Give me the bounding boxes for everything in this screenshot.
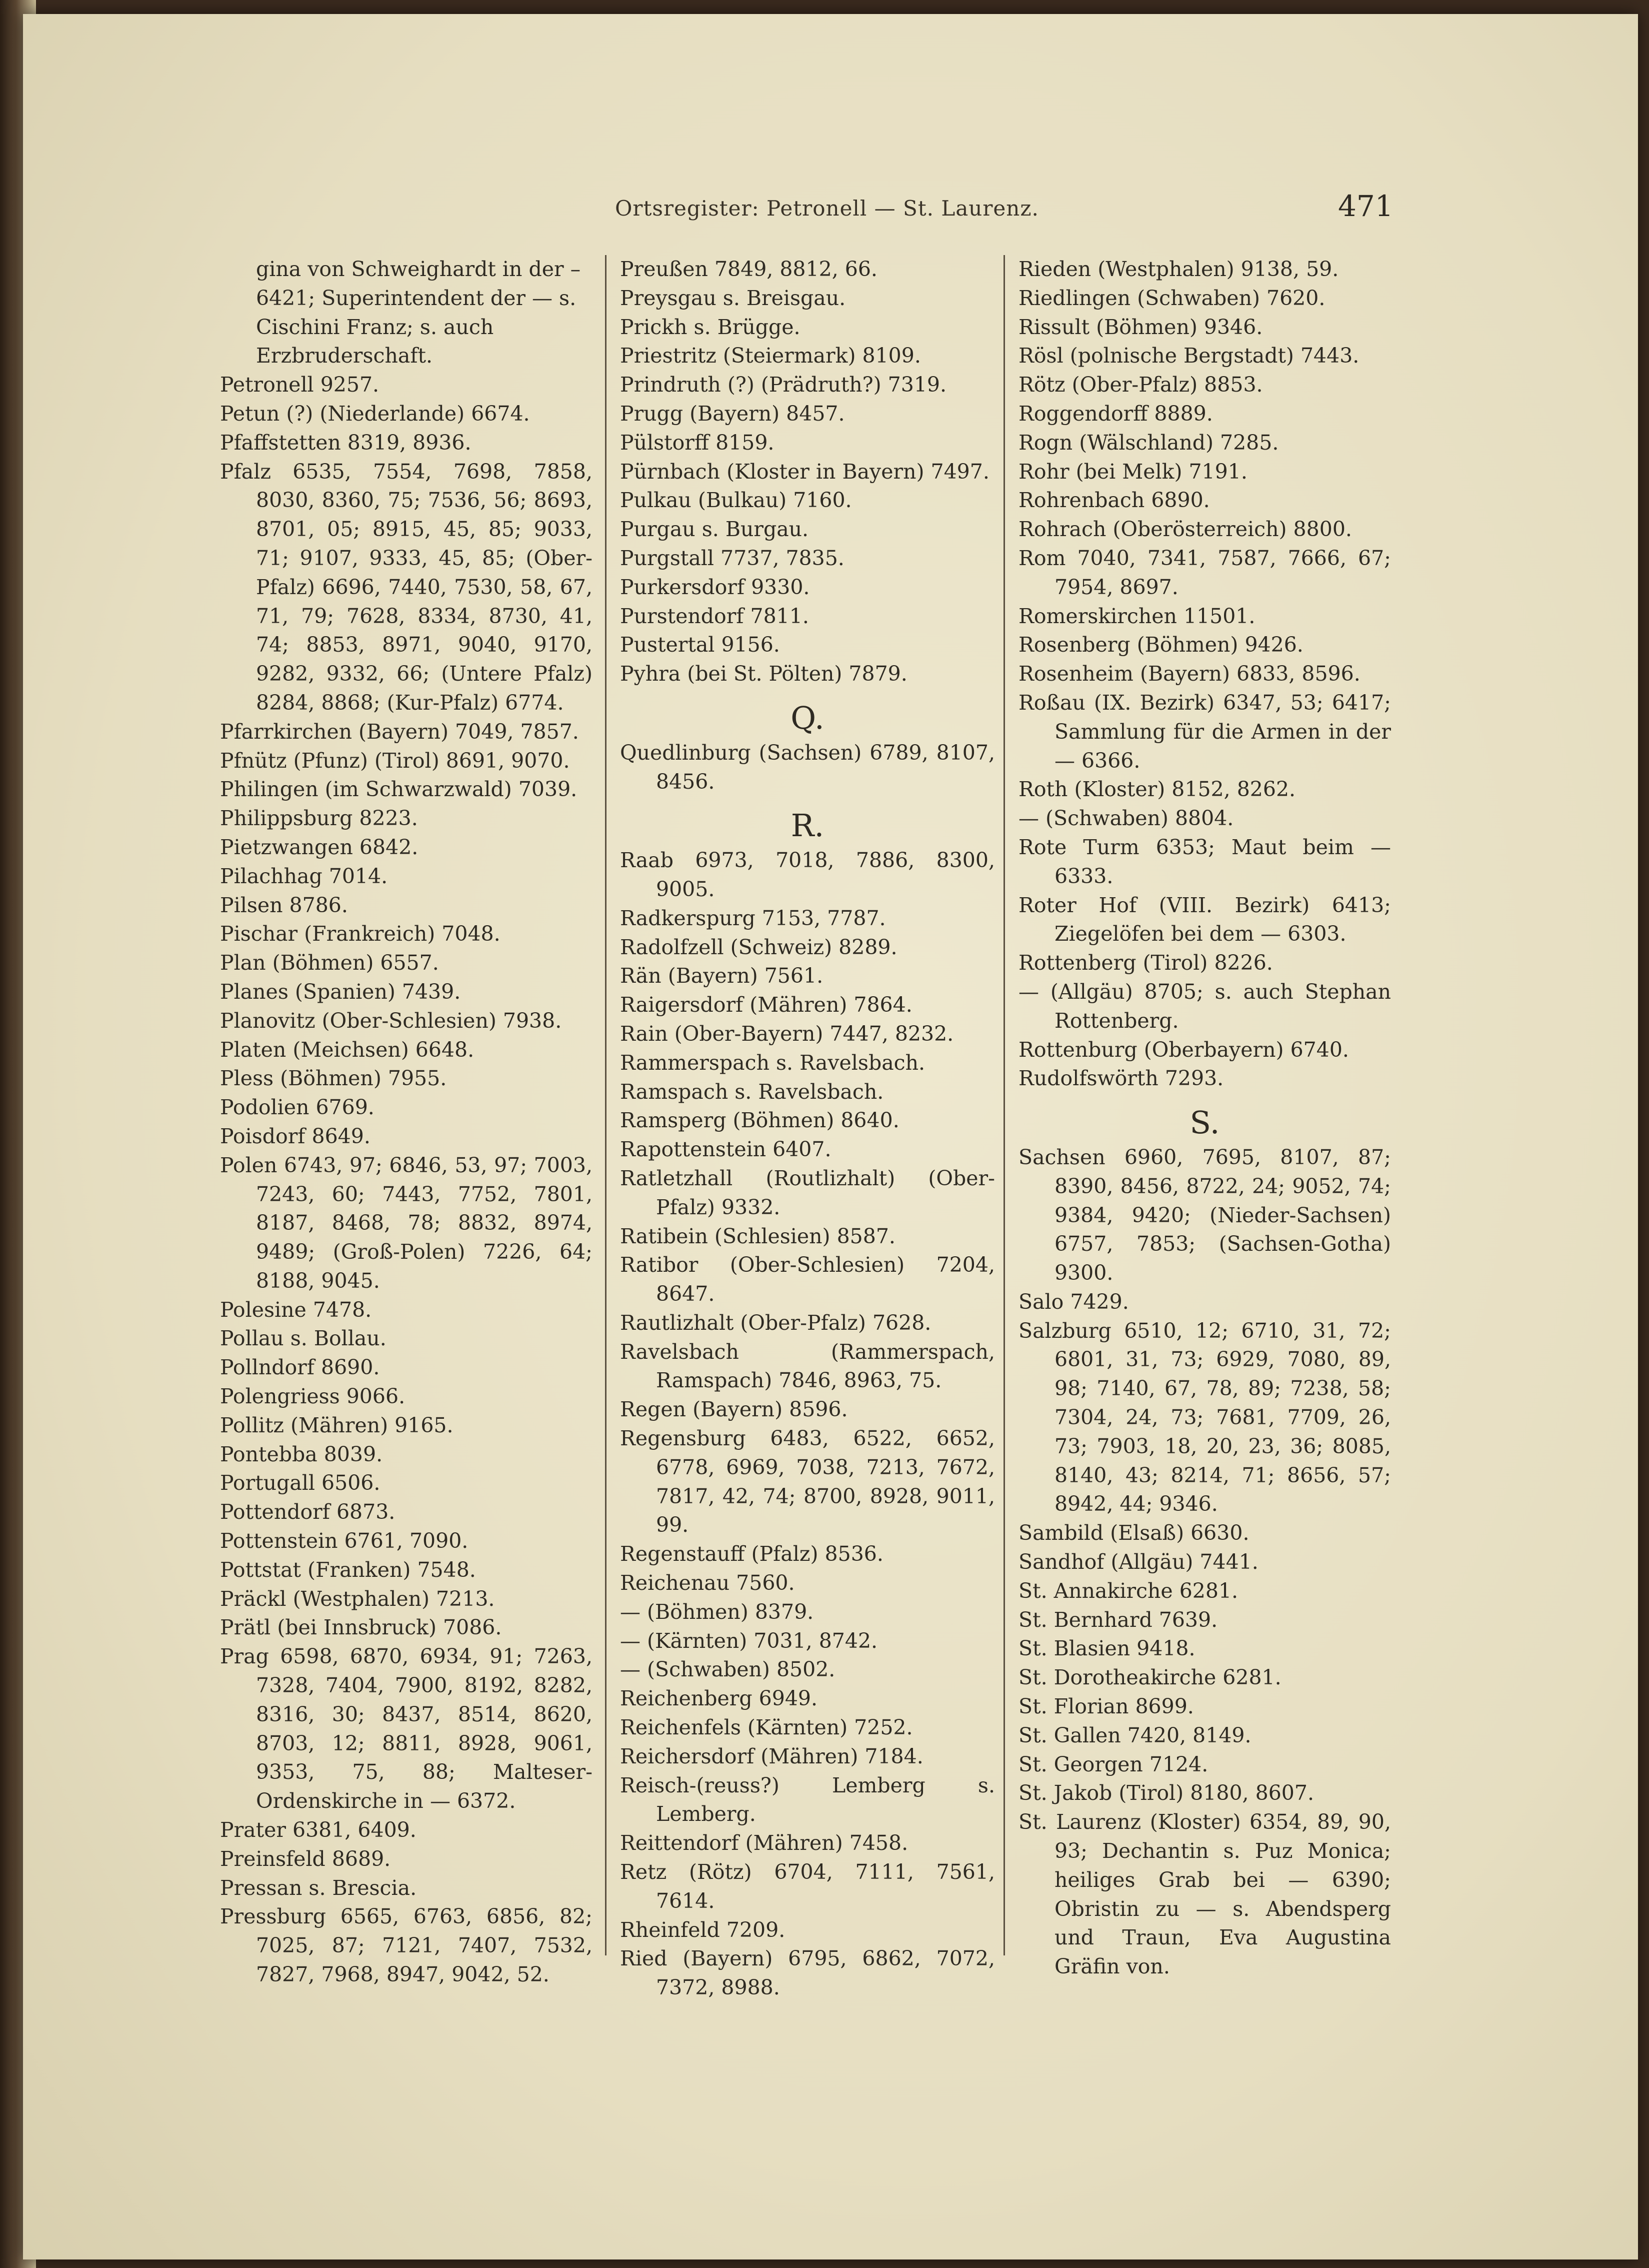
index-entry: Philingen (im Schwarzwald) 7039. xyxy=(220,777,578,802)
index-entry: Rheinfeld 7209. xyxy=(620,1917,786,1942)
section-letter: S. xyxy=(1190,1104,1220,1141)
index-entry: Pottendorf 6873. xyxy=(220,1500,396,1524)
index-entry: Purkersdorf 9330. xyxy=(620,575,810,599)
index-entry: Riedlingen (Schwaben) 7620. xyxy=(1018,286,1326,310)
index-entry: Rudolfswörth 7293. xyxy=(1018,1066,1224,1091)
index-entry: St. Dorotheakirche 6281. xyxy=(1018,1665,1282,1690)
index-entry: Pontebba 8039. xyxy=(220,1442,383,1466)
index-entry: Pollndorf 8690. xyxy=(220,1355,380,1380)
index-entry: — (Schwaben) 8804. xyxy=(1018,806,1234,831)
index-entry: Rötz (Ober-Pfalz) 8853. xyxy=(1018,373,1263,397)
index-entry: Rosenberg (Böhmen) 9426. xyxy=(1018,633,1304,657)
index-entry: Ramspach s. Ravelsbach. xyxy=(620,1079,884,1104)
index-entry: Pottstat (Franken) 7548. xyxy=(220,1557,476,1582)
index-entry: Rissult (Böhmen) 9346. xyxy=(1018,315,1263,339)
index-entry: Rohrenbach 6890. xyxy=(1018,488,1210,513)
index-entry: Raigersdorf (Mähren) 7864. xyxy=(620,993,912,1017)
index-entry: Reichenau 7560. xyxy=(620,1571,795,1595)
index-entry: Pollitz (Mähren) 9165. xyxy=(220,1413,454,1437)
index-entry: Roßau (IX. Bezirk) 6347, 53; 6417; Sammlung für die Armen in der — 6366. xyxy=(1018,690,1391,773)
index-entry: Rain (Ober-Bayern) 7447, 8232. xyxy=(620,1021,954,1046)
index-entry: Polen 6743, 97; 6846, 53, 97; 7003, 7243, 60; 7443, 7752, 7801, 8187, 8468, 78; 8832, 8974, 9489; (Groß-Polen) 7226, 64; 8188, 9045. xyxy=(220,1153,592,1293)
index-entry: Platen (Meichsen) 6648. xyxy=(220,1037,474,1062)
index-column-3 xyxy=(1018,255,1391,1981)
index-entry: Sachsen 6960, 7695, 8107, 87; 8390, 8456, 8722, 24; 9052, 74; 9384, 9420; (Nieder-Sachsen) 6757, 7853; (Sachsen-Gotha) 9300. xyxy=(1018,1145,1391,1285)
index-entry: Reichenfels (Kärnten) 7252. xyxy=(620,1715,913,1740)
index-entry: — (Kärnten) 7031, 8742. xyxy=(620,1628,878,1653)
index-entry: Rogn (Wälschland) 7285. xyxy=(1018,430,1279,455)
index-entry: Rote Turm 6353; Maut beim — 6333. xyxy=(1018,835,1391,888)
index-entry: Pressan s. Brescia. xyxy=(220,1875,417,1900)
index-entry: Reisch-(reuss?) Lemberg s. Lemberg. xyxy=(620,1773,995,1826)
index-entry: Rösl (polnische Bergstadt) 7443. xyxy=(1018,344,1360,368)
section-letter: Q. xyxy=(790,699,824,736)
index-entry: Philippsburg 8223. xyxy=(220,806,418,831)
index-entry: St. Annakirche 6281. xyxy=(1018,1578,1238,1603)
column-rule xyxy=(1004,255,1005,1955)
index-entry: Pless (Böhmen) 7955. xyxy=(220,1066,447,1091)
index-entry: Radkerspurg 7153, 7787. xyxy=(620,906,886,930)
index-entry: Rapottenstein 6407. xyxy=(620,1137,832,1162)
index-entry: Ried (Bayern) 6795, 6862, 7072, 7372, 8988. xyxy=(620,1946,995,2000)
page-number: 471 xyxy=(1338,189,1394,223)
index-entry: Pülstorff 8159. xyxy=(620,430,774,455)
index-entry: Planovitz (Ober-Schlesien) 7938. xyxy=(220,1008,562,1033)
index-entry: Pyhra (bei St. Pölten) 7879. xyxy=(620,662,908,686)
index-entry: Roggendorff 8889. xyxy=(1018,401,1213,426)
index-entry: Radolfzell (Schweiz) 8289. xyxy=(620,935,898,959)
index-entry: — (Allgäu) 8705; s. auch Stephan Rottenberg. xyxy=(1018,979,1391,1033)
index-entry: Pulkau (Bulkau) 7160. xyxy=(620,488,852,513)
index-entry: Prindruth (?) (Prädruth?) 7319. xyxy=(620,373,947,397)
index-entry: Pilachhag 7014. xyxy=(220,864,388,888)
index-entry: Preysgau s. Breisgau. xyxy=(620,286,846,310)
index-entry: Prater 6381, 6409. xyxy=(220,1818,416,1842)
index-entry: Präckl (Westphalen) 7213. xyxy=(220,1586,495,1611)
index-entry: Pfalz 6535, 7554, 7698, 7858, 8030, 8360, 75; 7536, 56; 8693, 8701, 05; 8915, 45, 85; 9033, 71; 9107, 9333, 45, 85; (Ober-Pfalz) 6696, 7440, 7530, 58, 67, 71, 79; 7628, 8334, 8730, 41, 74; 8853, 8971, 9040, 9170, 9282, 9332, 66; (Untere Pfalz) 8284, 8868; (Kur-Pfalz) 6774. xyxy=(220,459,592,715)
index-column-1 xyxy=(220,255,592,1989)
index-entry: Salzburg 6510, 12; 6710, 31, 72; 6801, 31, 73; 6929, 7080, 89, 98; 7140, 67, 78, 89; 7238, 58; 7304, 24, 73; 7681, 7709, 26, 73; 7903, 18, 20, 23, 36; 8085, 8140, 43; 8214, 71; 8656, 57; 8942, 44; 9346. xyxy=(1018,1318,1391,1516)
index-entry: Quedlinburg (Sachsen) 6789, 8107, 8456. xyxy=(620,740,995,794)
index-entry: Ratibein (Schlesien) 8587. xyxy=(620,1224,896,1248)
index-column-2 xyxy=(620,255,995,2002)
index-entry: Rottenberg (Tirol) 8226. xyxy=(1018,951,1273,975)
running-header xyxy=(0,189,1649,229)
index-entry: Petun (?) (Niederlande) 6674. xyxy=(220,401,530,426)
index-entry: St. Georgen 7124. xyxy=(1018,1752,1208,1776)
index-entry: Pietzwangen 6842. xyxy=(220,835,418,859)
index-entry: Pustertal 9156. xyxy=(620,633,780,657)
index-entry-continuation: gina von Schweighardt in der – 6421; Superintendent der — s. Cischini Franz; s. auch Erzbruderschaft. xyxy=(256,257,581,368)
index-entry: Rom 7040, 7341, 7587, 7666, 67; 7954, 8697. xyxy=(1018,546,1391,599)
index-entry: Rottenburg (Oberbayern) 6740. xyxy=(1018,1037,1349,1062)
index-entry: Reichersdorf (Mähren) 7184. xyxy=(620,1744,924,1768)
index-entry: Rieden (Westphalen) 9138, 59. xyxy=(1018,257,1339,281)
index-entry: Reichenberg 6949. xyxy=(620,1686,818,1711)
index-entry: Pfaffstetten 8319, 8936. xyxy=(220,430,472,455)
index-entry: Roth (Kloster) 8152, 8262. xyxy=(1018,777,1296,802)
index-entry: Prugg (Bayern) 8457. xyxy=(620,401,845,426)
index-entry: — (Böhmen) 8379. xyxy=(620,1599,814,1624)
index-entry: St. Florian 8699. xyxy=(1018,1694,1194,1719)
index-entry: Rautlizhalt (Ober-Pfalz) 7628. xyxy=(620,1310,932,1335)
index-entry: Pfarrkirchen (Bayern) 7049, 7857. xyxy=(220,719,579,744)
index-entry: Regen (Bayern) 8596. xyxy=(620,1397,848,1422)
column-rule xyxy=(605,255,606,1955)
index-entry: Ratibor (Ober-Schlesien) 7204, 8647. xyxy=(620,1253,995,1306)
index-entry: St. Jakob (Tirol) 8180, 8607. xyxy=(1018,1781,1314,1805)
index-entry: Purgau s. Burgau. xyxy=(620,517,809,542)
index-entry: — (Schwaben) 8502. xyxy=(620,1657,836,1682)
index-entry: Salo 7429. xyxy=(1018,1289,1129,1314)
index-entry: Romerskirchen 11501. xyxy=(1018,604,1256,628)
index-entry: Purstendorf 7811. xyxy=(620,604,809,628)
index-entry: Sandhof (Allgäu) 7441. xyxy=(1018,1550,1258,1574)
index-entry: Pürnbach (Kloster in Bayern) 7497. xyxy=(620,459,990,484)
index-entry: Portugall 6506. xyxy=(220,1471,380,1495)
index-entry: Petronell 9257. xyxy=(220,373,380,397)
index-entry: Prätl (bei Innsbruck) 7086. xyxy=(220,1615,502,1640)
index-entry: Polesine 7478. xyxy=(220,1297,372,1322)
index-entry: Sambild (Elsaß) 6630. xyxy=(1018,1521,1250,1545)
index-entry: Pressburg 6565, 6763, 6856, 82; 7025, 87; 7121, 7407, 7532, 7827, 7968, 8947, 9042, 52. xyxy=(220,1904,592,1987)
index-entry: Pollau s. Bollau. xyxy=(220,1326,386,1351)
index-entry: Purgstall 7737, 7835. xyxy=(620,546,844,570)
index-entry: Pottenstein 6761, 7090. xyxy=(220,1529,468,1553)
index-entry: Pischar (Frankreich) 7048. xyxy=(220,922,500,946)
index-entry: Prickh s. Brügge. xyxy=(620,315,800,339)
index-entry: Polengriess 9066. xyxy=(220,1384,406,1409)
index-entry: Roter Hof (VIII. Bezirk) 6413; Ziegelöfen bei dem — 6303. xyxy=(1018,893,1391,946)
index-entry: Poisdorf 8649. xyxy=(220,1124,370,1148)
index-entry: Ravelsbach (Rammerspach, Ramspach) 7846, 8963, 75. xyxy=(620,1339,995,1393)
index-entry: Pfnütz (Pfunz) (Tirol) 8691, 9070. xyxy=(220,748,570,773)
index-entry: Raab 6973, 7018, 7886, 8300, 9005. xyxy=(620,848,995,901)
index-entry: Pilsen 8786. xyxy=(220,893,348,917)
index-entry: St. Gallen 7420, 8149. xyxy=(1018,1723,1252,1747)
index-entry: Ratletzhall (Routlizhalt) (Ober-Pfalz) 9332. xyxy=(620,1166,995,1219)
index-entry: Ramsperg (Böhmen) 8640. xyxy=(620,1108,900,1133)
index-entry: Reittendorf (Mähren) 7458. xyxy=(620,1831,908,1855)
index-entry: St. Blasien 9418. xyxy=(1018,1636,1196,1661)
index-entry: Planes (Spanien) 7439. xyxy=(220,979,461,1004)
index-entry: Rammerspach s. Ravelsbach. xyxy=(620,1050,926,1075)
index-entry: Priestritz (Steiermark) 8109. xyxy=(620,344,921,368)
index-entry: Regensburg 6483, 6522, 6652, 6778, 6969, 7038, 7213, 7672, 7817, 42, 74; 8700, 8928, 9011, 99. xyxy=(620,1426,995,1537)
index-entry: Plan (Böhmen) 6557. xyxy=(220,951,439,975)
index-entry: Retz (Rötz) 6704, 7111, 7561, 7614. xyxy=(620,1860,995,1913)
index-entry: St. Bernhard 7639. xyxy=(1018,1607,1218,1632)
index-entry: Rohr (bei Melk) 7191. xyxy=(1018,459,1248,484)
section-letter: R. xyxy=(790,807,824,844)
index-entry: Regenstauff (Pfalz) 8536. xyxy=(620,1542,884,1566)
header-title: Ortsregister: Petronell — St. Laurenz. xyxy=(615,196,1039,221)
index-entry: Rän (Bayern) 7561. xyxy=(620,964,824,988)
index-entry: Rohrach (Oberösterreich) 8800. xyxy=(1018,517,1352,542)
index-entry: Rosenheim (Bayern) 6833, 8596. xyxy=(1018,662,1360,686)
index-entry: Prag 6598, 6870, 6934, 91; 7263, 7328, 7404, 7900, 8192, 8282, 8316, 30; 8437, 8514, 8620, 8703, 12; 8811, 8928, 9061, 9353, 75, 88; Malteser-Ordenskirche in — 6372. xyxy=(220,1644,592,1813)
index-entry: Podolien 6769. xyxy=(220,1095,374,1120)
index-entry: Preußen 7849, 8812, 66. xyxy=(620,257,878,281)
index-entry: Preinsfeld 8689. xyxy=(220,1846,391,1871)
index-entry: St. Laurenz (Kloster) 6354, 89, 90, 93; Dechantin s. Puz Monica; heiliges Grab bei — 6390; Obristin zu — s. Abendsperg und Traun, Eva Augustina Gräfin von. xyxy=(1018,1810,1391,1979)
